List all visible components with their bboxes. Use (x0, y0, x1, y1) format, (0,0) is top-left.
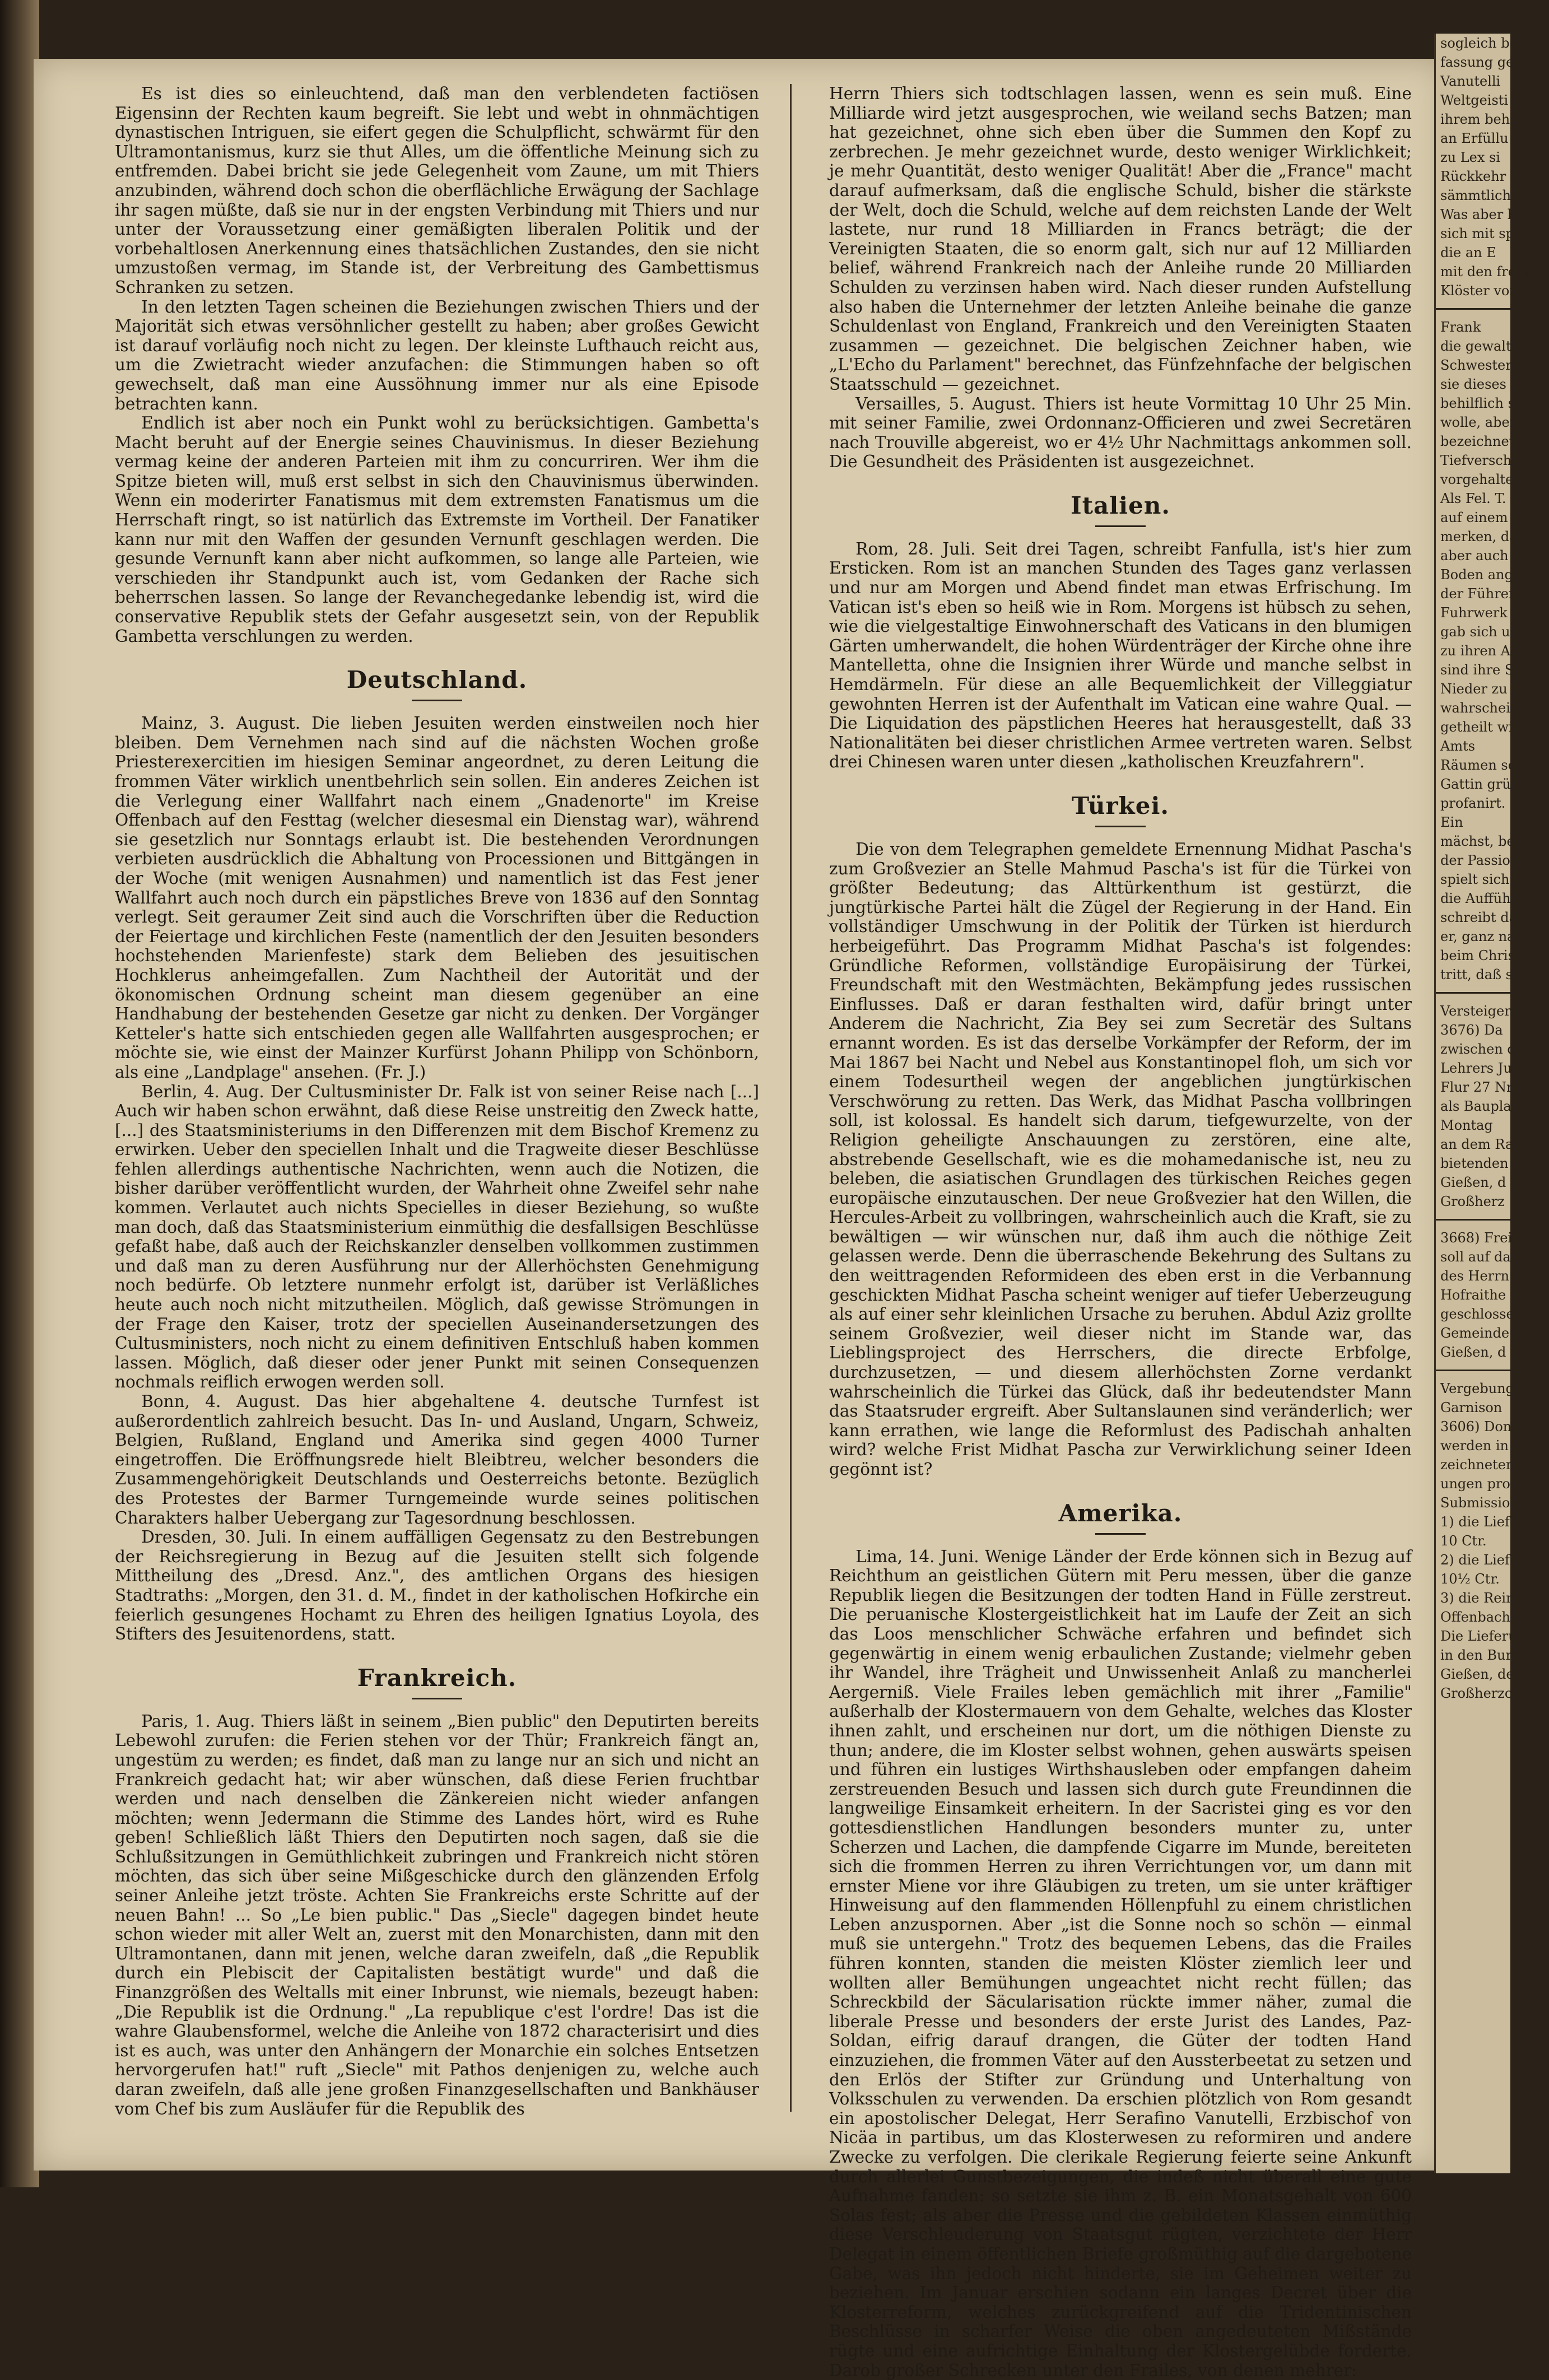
adjacent-text-fragment: vorgehalten, (1440, 472, 1527, 487)
paragraph: Die von dem Telegraphen gemeldete Ernennung Midhat Pascha's zum Großvezier an Stelle Mahmud Pascha's ist für die Türkei von größter Bedeutung; das Alttürkenthum ist gestürzt, die jungtürkische Partei hält die Zügel der Regierung in der Hand. Ein vollständiger Umschwung in der Politik der Türken ist hierdurch herbeigeführt. Das Programm Midhat Pascha's ist folgendes: Gründliche Reformen, vollständige Europäisirung der Türkei, Freundschaft mit den Westmächten, Bekämpfung jedes russischen Einflusses. Daß er daran festhalten wird, dafür bringt unter Anderem die Nachricht, Zia Bey sei zum Secretär des Sultans ernannt worden. Es ist das derselbe Vorkämpfer der Reform, der im Mai 1867 bei Nacht und Nebel aus Konstantinopel floh, um sich vor einem Todesurtheil wegen der angeblichen jungtürkischen Verschwörung zu retten. Das Werk, das Midhat Pascha vollbringen soll, ist kolossal. Es handelt sich darum, tiefgewurzelte, von der Religion geheiligte Anschauungen zu zerstören, eine alte, abstrebende Gesellschaft, wie es die mohamedanische ist, neu zu beleben, die asiatischen Grundlagen des türkischen Reiches gegen europäische einzutauschen. Der neue Großvezier hat den Willen, die Hercules-Arbeit zu vollbringen, wahrscheinlich auch die Kraft, sie zu bewältigen — wir wünschen nur, daß ihm auch die nöthige Zeit gelassen werde. Denn die überraschende Bekehrung des Sultans zu den weittragenden Reformideen des eben erst in die Verbannung geschickten Midhat Pascha scheint weniger auf tiefer Ueberzeugung als auf einer sehr kleinlichen Ursache zu beruhen. Abdul Aziz grollte seinem Großvezier, weil dieser nicht im Stande war, das Lieblingsproject des Herrschers, die directe Erbfolge, durchzusetzen, — und diesem allerhöchsten Zorne verdankt wahrscheinlich die Türkei das Glück, daß ihr bedeutendster Mann das Staatsruder ergreift. Aber Sultanslaunen sind veränderlich; wer kann errathen, wie lange die Reformlust des Padischah anhalten wird? welche Frist Midhat Pascha zur Verwirklichung seiner Ideen gegönnt ist? (829, 840, 1412, 1479)
section-heading-italien: Italien. (829, 491, 1412, 527)
adjacent-text-fragment: gab sich unwe (1440, 624, 1538, 640)
adjacent-text-fragment: Vergebung (1440, 1381, 1515, 1396)
adjacent-page (1434, 34, 1549, 2173)
adjacent-text-fragment: Großherzog (1440, 1685, 1522, 1701)
adjacent-text-fragment: Rückkehr i (1440, 169, 1515, 184)
adjacent-text-fragment: Boden angek (1440, 567, 1529, 583)
adjacent-text-fragment: in den Bure (1440, 1647, 1520, 1663)
adjacent-text-fragment: Gattin grüß (1440, 776, 1520, 792)
adjacent-text-fragment: merken, daß (1440, 529, 1527, 544)
adjacent-text-fragment: 10½ Ctr. (1440, 1571, 1500, 1587)
adjacent-text-fragment: ungen pro (1440, 1476, 1510, 1492)
adjacent-text-fragment: auf einem B (1440, 510, 1522, 525)
adjacent-text-fragment: an dem Ra (1440, 1137, 1514, 1152)
adjacent-text-fragment: 3) die Reinig (1440, 1590, 1528, 1606)
adjacent-text-fragment: Weltgeisti (1440, 92, 1509, 108)
paragraph: Rom, 28. Juli. Seit drei Tagen, schreibt Fanfulla, ist's hier zum Ersticken. Rom ist an manchen Stunden des Tages ganz verlassen und nur am Morgen und Abend findet man etwas Erfrischung. Im Vatican ist's eben so heiß wie in Rom. Morgens ist hübsch zu sehen, wie die vielgestaltige Einwohnerschaft des Vaticans in den blumigen Gärten umherwandelt, die hohen Würdenträger der Kirche ohne ihre Mantelletta, ohne die Insignien ihrer Würde und manche selbst in Hemdärmeln. Für diese an alle Bequemlichkeit der Villeggiatur gewohnten Herren ist der Aufenthalt im Vatican eine wahre Qual. — Die Liquidation des päpstlichen Heeres hat herausgestellt, daß 33 Nationalitäten bei dieser christlichen Armee vertreten waren. Selbst drei Chinesen waren unter diesen „katholischen Kreuzfahrern". (829, 539, 1412, 772)
paragraph: Paris, 1. Aug. Thiers läßt in seinem „Bien public" den Deputirten bereits Lebewohl zurufen: die Ferien stehen vor der Thür; Frankreich fängt an, ungestüm zu werden; es findet, daß man zu lange nur an sich und nicht an Frankreich gedacht hat; wir aber wünschen, daß diese Ferien fruchtbar werden und nach denselben die Zänkereien nicht wieder anfangen möchten; wenn Jedermann die Stimme des Landes hört, wird es Ruhe geben! Schließlich läßt Thiers den Deputirten noch sagen, daß sie die Schlußsitzungen in Gemüthlichkeit zubringen und Frankreich nicht stören möchten, das sich über seine Mißgeschicke durch den glänzenden Erfolg seiner Anleihe jetzt tröste. Achten Sie Frankreichs erste Schritte auf der neuen Bahn! ... So „Le bien public." Das „Siecle" dagegen bindet heute schon wieder mit aller Welt an, zuerst mit den Monarchisten, dann mit den Ultramontanen, dann mit jenen, welche daran zweifeln, daß „die Republik durch ein Plebiscit der Capitalisten bestätigt wurde" und daß die Finanzgrößen des Weltalls mit einer Inbrunst, wie niemals, bezeugt haben: „Die Republik ist die Ordnung." „La republique c'est l'ordre! Das ist die wahre Glaubensformel, welche die Anleihe von 1872 characterisirt und dies ist es auch, was unter den Anhängern der Monarchie ein solches Entsetzen hervorgerufen hat!" ruft „Siecle" mit Pathos denjenigen zu, welche auch daran zweifeln, daß alle jene großen Finanzgesellschaften und Bankhäuser vom Chef bis zum Ausläufer für die Republik des (115, 1711, 759, 2118)
adjacent-text-fragment: Versteiger (1440, 1003, 1511, 1019)
adjacent-text-fragment: bezeichneten (1440, 434, 1531, 449)
adjacent-text-fragment: wahrscheinlich (1440, 700, 1544, 716)
adjacent-text-fragment: zu ihren An (1440, 643, 1519, 659)
adjacent-text-fragment: sämmtliche (1440, 188, 1519, 203)
adjacent-text-fragment: zeichneten Men (1440, 1457, 1549, 1473)
adjacent-text-fragment: Lehrers Ju (1440, 1060, 1512, 1076)
adjacent-text-fragment: Flur 27 Nr. (1440, 1079, 1516, 1095)
adjacent-text-fragment: bietenden ver (1440, 1156, 1535, 1171)
adjacent-text-fragment: Fuhrwerk bei (1440, 605, 1533, 621)
adjacent-text-fragment: zu Lex si (1440, 150, 1501, 165)
adjacent-text-fragment: Frank (1440, 319, 1481, 335)
right-column (829, 84, 1412, 2380)
divider-rule (1436, 308, 1510, 310)
adjacent-text-fragment: mit den frem (1440, 264, 1529, 280)
adjacent-text-fragment: Submission ve (1440, 1495, 1539, 1511)
section-heading-amerika: Amerika. (829, 1498, 1412, 1535)
adjacent-text-fragment: spielt sich s (1440, 872, 1521, 887)
adjacent-text-fragment: ihrem beha (1440, 111, 1518, 127)
adjacent-text-fragment: beim Christ (1440, 948, 1520, 963)
paragraph: Dresden, 30. Juli. In einem auffälligen Gegensatz zu den Bestrebungen der Reichsregierung in Bezug auf die Jesuiten stellt sich folgende Mittheilung des „Dresd. Anz.", des amtlichen Organs des hiesigen Stadtraths: „Morgen, den 31. d. M., findet in der katholischen Hofkirche ein feierlich gesungenes Hochamt zu Ehren des heiligen Ignatius Loyola, des Stifters des Jesuitenordens, statt. (115, 1527, 759, 1644)
adjacent-text-fragment: 3676) Da (1440, 1022, 1503, 1038)
adjacent-text-fragment: 3606) Don (1440, 1419, 1512, 1434)
adjacent-text-fragment: Räumen sei (1440, 757, 1520, 773)
adjacent-text-fragment: Hofraithe au (1440, 1287, 1527, 1303)
adjacent-text-fragment: die Aufführ (1440, 891, 1518, 906)
adjacent-text-fragment: die an E (1440, 245, 1496, 260)
adjacent-text-fragment: werden in der (1440, 1438, 1536, 1454)
adjacent-text-fragment: 2) die Lief (1440, 1552, 1510, 1568)
adjacent-text-fragment: als Bauplat (1440, 1098, 1517, 1114)
adjacent-text-fragment: tritt, daß sie (1440, 967, 1525, 982)
section-heading-tuerkei: Türkei. (829, 791, 1412, 827)
paragraph: In den letzten Tagen scheinen die Beziehungen zwischen Thiers und der Majorität sich etwas versöhnlicher gestellt zu haben; aber großes Gewicht ist darauf vorläufig noch nicht zu legen. Der kleinste Lufthauch reicht aus, um die Zwietracht wieder anzufachen: die Stimmungen haben so oft gewechselt, daß man eine Aussöhnung immer nur als eine Episode betrachten kann. (115, 297, 759, 413)
adjacent-text-fragment: getheilt wird (1440, 719, 1528, 735)
paragraph: Es ist dies so einleuchtend, daß man den verblendeten factiösen Eigensinn der Rechten kaum begreift. Sie lebt und webt in ohnmächtigen dynastischen Intriguen, sie eifert gegen die Schulpflicht, schwärmt für den Ultramontanismus, kurz sie thut Alles, um die öffentliche Meinung sich zu entfremden. Dabei bricht sie jede Gelegenheit vom Zaune, um mit Thiers anzubinden, während doch schon die oberflächliche Erwägung der Sachlage ihr sagen müßte, daß sie nur in der engsten Verbindung mit Thiers und nur unter der Voraussetzung einer gemäßigten liberalen Politik und der vorbehaltlosen Anerkennung eines thatsächlichen Zustandes, den sie nicht umzustoßen vermag, im Stande ist, der Verbreitung des Gambettismus Schranken zu setzen. (115, 84, 759, 297)
adjacent-text-fragment: profanirt. (1440, 795, 1506, 811)
adjacent-text-fragment: fassung geh (1440, 54, 1523, 70)
paragraph: Bonn, 4. August. Das hier abgehaltene 4. deutsche Turnfest ist außerordentlich zahlreich besucht. Das In- und Ausland, Ungarn, Schweiz, Belgien, Rußland, England und Amerika sind gegen 4000 Turner eingetroffen. Die Eröffnungsrede hielt Bleibtreu, welcher besonders die Zusammengehörigkeit Deutschlands und Oesterreichs betonte. Bezüglich des Protestes der Barmer Turngemeinde wurde seines politischen Charakters halber Uebergang zur Tagesordnung beschlossen. (115, 1392, 759, 1527)
adjacent-text-fragment: Montag (1440, 1117, 1493, 1133)
adjacent-text-fragment: mächst, bei (1440, 833, 1519, 849)
adjacent-text-fragment: Nieder zu (1440, 681, 1508, 697)
left-column (115, 84, 759, 2118)
adjacent-text-fragment: sind ihre S (1440, 662, 1514, 678)
adjacent-text-fragment: des Herrn G (1440, 1268, 1524, 1284)
divider-rule (1436, 1219, 1510, 1221)
adjacent-text-fragment: Tiefverschleier (1440, 453, 1543, 468)
section-heading-frankreich: Frankreich. (115, 1663, 759, 1699)
paragraph: Herrn Thiers sich todtschlagen lassen, wenn es sein muß. Eine Milliarde wird jetzt ausgesprochen, wie weiland sechs Batzen; man hat gezeichnet, ohne sich eben über die Summen den Kopf zu zerbrechen. Je mehr gezeichnet wurde, desto weniger Wirklichkeit; je mehr Quantität, desto weniger Qualität! Aber die „France" macht darauf aufmerksam, daß die englische Schuld, bisher die stärkste der Welt, doch die Schuld, welche auf dem reichsten Lande der Welt lastete, nur rund 18 Milliarden in Francs beträgt; die der Vereinigten Staaten, die so enorm galt, sich nur auf 12 Milliarden belief, während Frankreich nach der Anleihe runde 20 Milliarden Schulden zu verzinsen haben wird. Nach dieser runden Aufstellung also haben die Unternehmer der letzten Anleihe beinahe die ganze Schuldenlast von England, Frankreich und den Vereinigten Staaten zusammen — gezeichnet. Die belgischen Zeichner haben, wie „L'Echo du Parlament" berechnet, das Fünfzehnfache der belgischen Staatsschuld — gezeichnet. (829, 84, 1412, 394)
adjacent-text-fragment: 1) die Lief (1440, 1514, 1510, 1530)
column-divider (790, 84, 792, 2112)
adjacent-text-fragment: Offenbach (1440, 1609, 1510, 1625)
adjacent-text-fragment: zwischen der (1440, 1041, 1531, 1057)
adjacent-text-fragment: behilflich sei (1440, 395, 1527, 411)
adjacent-text-fragment: aber auch sich (1440, 548, 1541, 563)
adjacent-text-fragment: Die Lieferun (1440, 1628, 1526, 1644)
adjacent-text-fragment: 10 Ctr. (1440, 1533, 1487, 1549)
adjacent-text-fragment: die gewalti (1440, 338, 1516, 354)
adjacent-text-fragment: sie dieses al (1440, 376, 1523, 392)
paragraph: Berlin, 4. Aug. Der Cultusminister Dr. Falk ist von seiner Reise nach [...] Auch wir haben schon erwähnt, daß diese Reise unstreitig den Zweck hatte, [...] des Staatsministeriums in den Differenzen mit dem Bischof Kremenz zu erwirken. Ueber den speciellen Inhalt und die Tragweite dieser Beschlüsse fehlen allerdings authentische Nachrichten, wenn auch die Notizen, die bisher darüber veröffentlicht wurden, der Wahrheit ohne Zweifel sehr nahe kommen. Verlautet auch nichts Specielles in dieser Beziehung, so wußte man doch, daß das Staatsministerium einmüthig die desfallsigen Beschlüsse gefaßt habe, daß auch der Reichskanzler denselben vollkommen zustimmen und daß man zu deren Ausführung nur der Allerhöchsten Genehmigung noch bedürfe. Ob letztere nunmehr erfolgt ist, darüber ist Verläßliches heute auch noch nicht mitzutheilen. Möglich, daß gewisse Strömungen in der Frage den Kaiser, trotz der speciellen Auseinandersetzungen des Cultusministers, noch nicht zu einem definitiven Entschluß haben kommen lassen. Möglich, daß dieser oder jener Punkt mit seinen Consequenzen nochmals reiflich erwogen werden soll. (115, 1082, 759, 1392)
paragraph: Mainz, 3. August. Die lieben Jesuiten werden einstweilen noch hier bleiben. Dem Vernehmen nach sind auf die nächsten Wochen große Priesterexercitien im hiesigen Seminar angeordnet, zu deren Leitung die frommen Väter wirklich unentbehrlich sein sollen. Ein anderes Zeichen ist die Verlegung einer Wallfahrt nach einem „Gnadenorte" im Kreise Offenbach auf den Festtag (welcher diesesmal ein Dienstag war), während sie gesetzlich nur Sonntags erlaubt ist. Die bestehenden Verordnungen verbieten ausdrücklich die Abhaltung von Processionen und Bittgängen in der Woche (mit wenigen Ausnahmen) und namentlich ist das Fest jener Wallfahrt auch noch durch ein päpstliches Breve von 1836 auf den Sonntag verlegt. Seit geraumer Zeit sind auch die Vorschriften über die Reduction der Feiertage und kirchlichen Feste (namentlich der den Jesuiten besonders hochstehenden Marienfeste) stark dem Belieben des jesuitischen Hochklerus anheimgefallen. Zum Nachtheil der Autorität und der ökonomischen Ordnung scheint man diesem gegenüber an eine Handhabung der bestehenden Gesetze gar nicht zu denken. Der Vorgänger Ketteler's hatte sich entschieden gegen alle Wallfahrten ausgesprochen; er möchte sie, wie einst der Mainzer Kurfürst Johann Philipp von Schönborn, als eine „Landplage" ansehen. (Fr. J.) (115, 714, 759, 1082)
adjacent-text-fragment: Gießen, d (1440, 1344, 1506, 1360)
adjacent-text-fragment: 3668) Freit (1440, 1230, 1518, 1246)
adjacent-text-fragment: der Führer d (1440, 586, 1528, 602)
adjacent-text-fragment: Klöster von (1440, 283, 1518, 299)
adjacent-text-fragment: geschlossenen (1440, 1306, 1539, 1322)
adjacent-text-fragment: an Erfüllu (1440, 131, 1509, 146)
adjacent-text-fragment: Großherz (1440, 1194, 1505, 1209)
adjacent-text-fragment: Amts (1440, 738, 1476, 754)
adjacent-text-fragment: Vanutelli (1440, 73, 1501, 89)
adjacent-text-fragment: er, ganz na (1440, 929, 1515, 944)
adjacent-text-fragment: soll auf daß (1440, 1249, 1520, 1265)
divider-rule (1436, 1370, 1510, 1371)
paragraph: Endlich ist aber noch ein Punkt wohl zu berücksichtigen. Gambetta's Macht beruht auf der Energie seines Chauvinismus. In dieser Beziehung vermag keine der anderen Parteien mit ihm zu concurriren. Wer ihm die Spitze bieten will, muß erst selbst in sich den Chauvinismus überwinden. Wenn ein moderirter Fanatismus mit dem extremsten Fanatismus um die Herrschaft ringt, so ist natürlich das Extremste im Vortheil. Der Fanatiker kann nur mit den Waffen der gesunden Vernunft geschlagen werden. Die gesunde Vernunft kann aber nicht aufkommen, so lange alle Parteien, wie verschieden ihr Standpunkt auch ist, vom Gedanken der Rache sich beherrschen lassen. So lange der Revanchegedanke lebendig ist, wird die conservative Republik stets der Gefahr ausgesetzt sein, von der Republik Gambetta verschlungen zu werden. (115, 413, 759, 646)
adjacent-text-fragment: Garnison (1440, 1400, 1503, 1415)
adjacent-text-fragment: sogleich be (1440, 35, 1518, 51)
adjacent-text-fragment: Was aber b (1440, 207, 1517, 222)
section-heading-deutschland: Deutschland. (115, 665, 759, 701)
paragraph: Lima, 14. Juni. Wenige Länder der Erde können sich in Bezug auf Reichthum an geistlichen Gütern mit Peru messen, über die ganze Republik liegen die Besitzungen der todten Hand in Fülle zerstreut. Die peruanische Klostergeistlichkeit hat im Laufe der Zeit an sich das Loos menschlicher Schwäche erfahren und befindet sich gegenwärtig in einem wenig erbaulichen Zustande; vielmehr geben ihr Wandel, ihre Trägheit und Unwissenheit Anlaß zu mancherlei Aergerniß. Viele Frailes leben gemächlich mit ihrer „Familie" außerhalb der Klostermauern von dem Gehalte, welches das Kloster ihnen zahlt, und erscheinen nur dort, um die nöthigen Dienste zu thun; andere, die im Kloster selbst wohnen, gehen auswärts speisen und führen ein lustiges Wirthshausleben oder empfangen daheim zerstreuenden Besuch und lassen sich durch gute Freundinnen die langweilige Einsamkeit erheitern. In der Sacristei ging es vor den gottesdienstlichen Handlungen besonders munter zu, unter Scherzen und Lachen, die dampfende Cigarre im Munde, bereiteten sich die frommen Herren zu ihren Verrichtungen vor, um dann mit ernster Miene vor ihre Gläubigen zu treten, um sie unter kräftiger Hinweisung auf den flammenden Höllenpfuhl zu einem christlichen Leben anzuspornen. Aber „ist die Sonne noch so schön — einmal muß sie untergehn." Trotz des bequemen Lebens, das die Frailes führen konnten, standen die meisten Klöster ziemlich leer und wollten aller Bemühungen ungeachtet nicht recht füllen; das Schreckbild der Säcularisation rückte immer näher, zumal die liberale Presse und besonders der erste Jurist des Landes, Paz-Soldan, eifrig darauf drangen, die Güter der todten Hand einzuziehen, die frommen Väter auf den Aussterbeetat zu setzen und den Erlös der Stifter zur Gründung und Unterhaltung von Volksschulen zu verwenden. Da erschien plötzlich von Rom gesandt ein apostolischer Delegat, Herr Serafino Vanutelli, Erzbischof von Nicäa in partibus, um das Klosterwesen zu reformiren und andere Zwecke zu verfolgen. Die clerikale Regierung feierte seine Ankunft durch allerlei Gunstbezeigungen, die indeß nicht überall eine gute Aufnahme fanden: so setzte sie ihm z. B. ein Monatsgehalt von 600 Solas fest; als aber die Presse und die gebildeten Klassen einmüthig diese Verschleuderung von Staatsgut rügten, verzichtete der Herr Delegat in einem öffentlichen Briefe großmüthig auf die dargebotene Gabe, was ihn jedoch nicht hinderte, sie im Geheimen weiter zu beziehen. Im Januar erschien sodann ein langes Decret über die Klosterreform, welches zurückgreifend auf die Tridentinischen Beschlüsse in scharfer Weise die oben angedeuteten Mißstände rügte und eine aufrichtige Einhaltung der Klostergelübde forderte. Darob großer Schrecken unter den Frailes, von denen mehrer: (829, 1547, 1412, 2380)
adjacent-text-fragment: Gießen, de (1440, 1666, 1514, 1682)
adjacent-text-fragment: schreibt das (1440, 910, 1524, 925)
paragraph: Versailles, 5. August. Thiers ist heute Vormittag 10 Uhr 25 Min. mit seiner Familie, zwei Ordonnanz-Officieren und zwei Secretären nach Trouville abgereist, wo er 4½ Uhr Nachmittags ankommen soll. Die Gesundheit des Präsidenten ist ausgezeichnet. (829, 394, 1412, 472)
adjacent-text-fragment: Gemeinde ver (1440, 1325, 1536, 1341)
adjacent-text-fragment: Als Fel. T. (1440, 491, 1506, 506)
divider-rule (1436, 992, 1510, 994)
adjacent-text-fragment: der Passion (1440, 853, 1519, 868)
adjacent-text-fragment: wolle, aber (1440, 414, 1517, 430)
adjacent-text-fragment: Gießen, d (1440, 1175, 1506, 1190)
adjacent-text-fragment: Schwester i (1440, 357, 1521, 373)
adjacent-text-fragment: Ein (1440, 814, 1463, 830)
adjacent-text-fragment: sich mit spa (1440, 226, 1523, 241)
